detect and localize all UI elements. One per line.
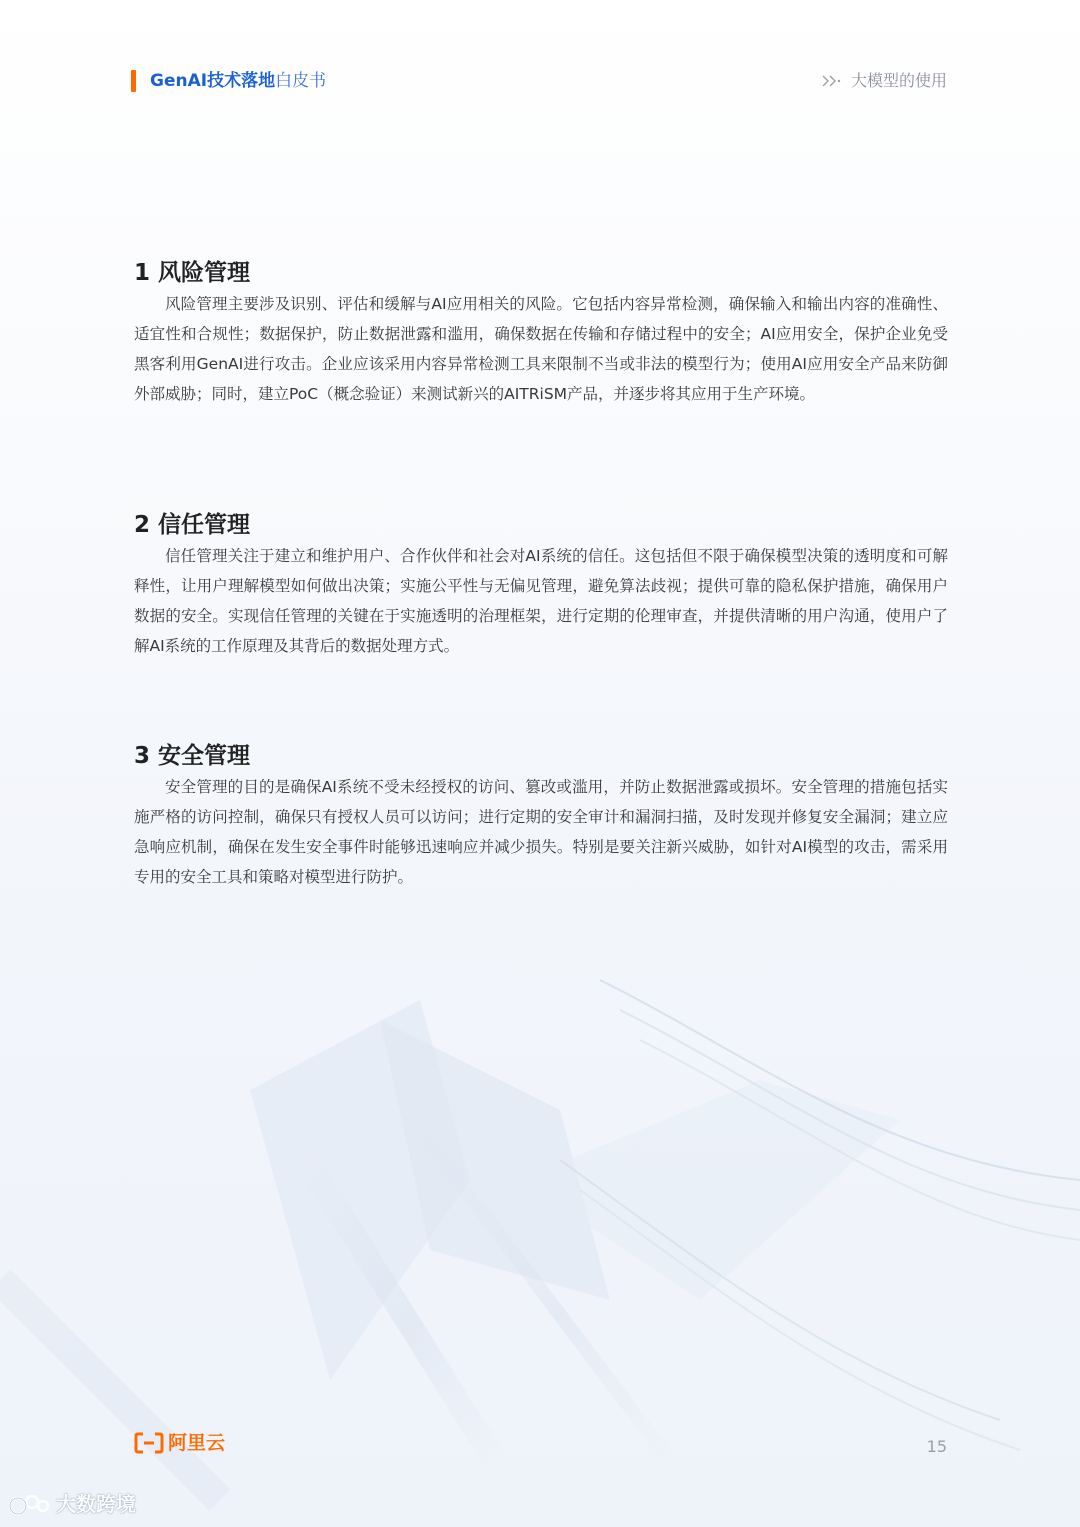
document-title-light: 白皮书 xyxy=(275,71,327,91)
section-body: 风险管理主要涉及识别、评估和缓解与AI应用相关的风险。它包括内容异常检测，确保输入和输出内容的准确性、适宜性和合规性；数据保护，防止数据泄露和滥用，确保数据在传输和存储过程中的安全；AI应用安全，保护企业免受黑客利用GenAI进行攻击。企业应该采用内容异常检测工具来限制不当或非法的模型行为；使用AI应用安全产品来防御外部威胁；同时，建立PoC（概念验证）来测试新兴的AITRiSM产品，并逐步将其应用于生产环境。 xyxy=(134,295,948,403)
chapter-label xyxy=(821,68,947,94)
section-body: 信任管理关注于建立和维护用户、合作伙伴和社会对AI系统的信任。这包括但不限于确保模型决策的透明度和可解释性，让用户理解模型如何做出决策；实施公平性与无偏见管理，避免算法歧视；提供可靠的隐私保护措施，确保用户数据的安全。实现信任管理的关键在于实施透明的治理框架，进行定期的伦理审查，并提供清晰的用户沟通，使用户了解AI系统的工作原理及其背后的数据处理方式。 xyxy=(134,547,948,655)
section-security-management xyxy=(134,740,948,892)
section-heading: 3 安全管理 xyxy=(134,743,251,769)
section-risk-management xyxy=(134,257,948,409)
section-body: 安全管理的目的是确保AI系统不受未经授权的访问、篡改或滥用，并防止数据泄露或损坏。安全管理的措施包括实施严格的访问控制，确保只有授权人员可以访问；进行定期的安全审计和漏洞扫描，及时发现并修复安全漏洞；建立应急响应机制，确保在发生安全事件时能够迅速响应并减少损失。特别是要关注新兴威胁，如针对AI模型的攻击，需采用专用的安全工具和策略对模型进行防护。 xyxy=(134,778,948,886)
section-trust-management xyxy=(134,509,948,661)
header-accent-bar xyxy=(131,70,136,92)
section-heading: 1 风险管理 xyxy=(134,260,251,286)
chapter-label-text: 大模型的使用 xyxy=(850,71,947,90)
document-title xyxy=(150,68,326,94)
page-number: 15 xyxy=(926,1437,947,1456)
double-chevron-icon xyxy=(821,75,841,87)
watermark-logo-icon xyxy=(8,1491,50,1517)
aliyun-logo-icon xyxy=(134,1432,164,1454)
watermark xyxy=(8,1491,136,1517)
watermark-text: 大数跨境 xyxy=(56,1492,136,1516)
document-title-bold: GenAI技术落地 xyxy=(150,71,276,91)
section-heading: 2 信任管理 xyxy=(134,512,251,538)
aliyun-logo xyxy=(134,1431,225,1455)
aliyun-logo-text: 阿里云 xyxy=(168,1432,226,1454)
